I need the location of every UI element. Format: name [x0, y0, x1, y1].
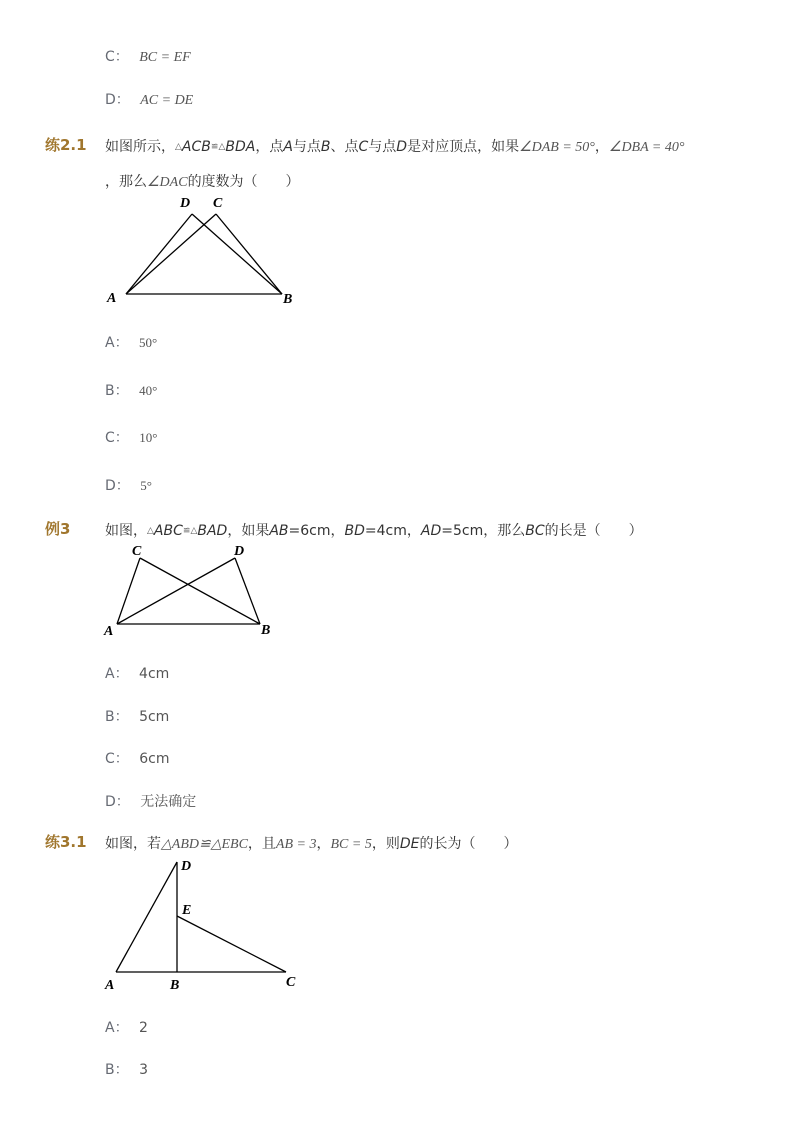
var: AB	[269, 523, 289, 539]
math: ∠DAB = 50°	[519, 140, 595, 155]
option-letter: D：	[105, 794, 130, 810]
question-text-line-1	[105, 520, 643, 540]
text: 、点	[330, 139, 359, 155]
label-d: D	[180, 196, 191, 211]
congruent-symbol: ≌	[182, 526, 191, 536]
label-a: A	[107, 291, 117, 306]
text: 与点	[368, 139, 397, 155]
text: ，那么	[105, 174, 147, 190]
triangle-symbol: △	[147, 526, 154, 536]
question-text-line-1	[105, 833, 517, 853]
question-text-line-2	[105, 171, 300, 191]
math: AB = 3	[275, 837, 317, 852]
option-letter: B：	[105, 709, 129, 725]
label-a: A	[104, 624, 114, 639]
option-b[interactable]	[105, 706, 169, 726]
option-b[interactable]	[105, 1059, 148, 1079]
option-letter: C：	[105, 430, 129, 446]
option-b[interactable]	[105, 380, 157, 400]
var: ABC	[153, 523, 183, 539]
segment-cb	[216, 214, 282, 294]
congruent-symbol: ≌	[210, 142, 219, 152]
label-a: A	[105, 978, 115, 993]
label-e: E	[182, 903, 192, 918]
question-text-line-1	[105, 136, 684, 156]
option-c[interactable]	[105, 427, 157, 447]
label-b: B	[283, 292, 293, 307]
text: 如图，	[105, 523, 147, 539]
text: 的长为（ ）	[419, 836, 518, 852]
option-d[interactable]	[105, 475, 152, 495]
option-text: AC = DE	[140, 93, 194, 108]
label-c: C	[286, 975, 296, 990]
option-text: 4cm	[139, 666, 170, 682]
math: ∠DBA = 40°	[608, 140, 685, 155]
text: 如图，若	[105, 836, 161, 852]
var: D	[396, 139, 408, 155]
text: ，则	[371, 836, 400, 852]
math: △ABD≌△EBC	[161, 837, 248, 852]
segment-db	[235, 558, 260, 624]
option-text: 40°	[139, 383, 158, 398]
figure-3	[100, 540, 290, 645]
label-d: D	[181, 859, 192, 874]
var: AD	[420, 523, 442, 539]
var: C	[358, 139, 369, 155]
text: 是对应顶点，如果	[407, 139, 520, 155]
option-text: 2	[139, 1020, 148, 1036]
segment-ad	[126, 214, 192, 294]
label-b: B	[261, 623, 271, 638]
math: BC = 5	[330, 837, 372, 852]
var: B	[320, 139, 331, 155]
option-a[interactable]	[105, 1017, 148, 1037]
var: BDA	[225, 139, 256, 155]
question-label-2-1: 练2.1	[45, 136, 87, 154]
option-text: 无法确定	[140, 794, 197, 810]
segment-ac	[117, 558, 140, 624]
option-text: BC = EF	[139, 50, 191, 65]
text: ，点	[255, 139, 284, 155]
text: 的长是（ ）	[544, 523, 643, 539]
option-text: 5cm	[139, 709, 170, 725]
figure-3-1	[100, 852, 310, 997]
segment-ad	[117, 558, 235, 624]
option-letter: D：	[105, 478, 130, 494]
segment-cb	[140, 558, 260, 624]
option-letter: A：	[105, 335, 129, 351]
segment-ad	[116, 862, 177, 972]
text: =6cm，	[288, 523, 345, 539]
text: 如图所示，	[105, 139, 175, 155]
var: BC	[525, 523, 545, 539]
text: ，	[594, 139, 609, 155]
text: 的度数为（ ）	[187, 174, 300, 190]
label-b: B	[170, 978, 180, 993]
triangle-symbol: △	[175, 142, 182, 152]
figure-2-1	[100, 190, 310, 310]
option-letter: D：	[105, 92, 130, 108]
question-label-3: 例3	[45, 520, 71, 538]
text: ，如果	[227, 523, 270, 539]
text: ，	[316, 836, 331, 852]
option-a[interactable]	[105, 663, 169, 683]
option-letter: C：	[105, 751, 129, 767]
text: 与点	[292, 139, 321, 155]
option-text: 6cm	[139, 751, 170, 767]
option-letter: C：	[105, 49, 129, 65]
prev-option-c[interactable]	[105, 46, 191, 66]
var: BD	[344, 523, 365, 539]
option-c[interactable]	[105, 748, 169, 768]
option-letter: A：	[105, 1020, 129, 1036]
math: ∠DAC	[147, 175, 188, 190]
segment-ec	[177, 916, 286, 972]
segment-ac	[126, 214, 216, 294]
option-text: 3	[139, 1062, 148, 1078]
option-text: 5°	[140, 478, 152, 493]
label-c: C	[132, 544, 142, 559]
option-letter: B：	[105, 1062, 129, 1078]
var: BAD	[197, 523, 228, 539]
option-text: 50°	[139, 335, 158, 350]
text: =5cm，那么	[441, 523, 526, 539]
text: =4cm，	[364, 523, 421, 539]
label-d: D	[234, 544, 245, 559]
option-d[interactable]	[105, 791, 196, 811]
prev-option-d[interactable]	[105, 89, 193, 109]
option-letter: A：	[105, 666, 129, 682]
text: ，且	[247, 836, 276, 852]
option-letter: B：	[105, 383, 129, 399]
var: A	[283, 139, 293, 155]
var: DE	[399, 836, 420, 852]
segment-db	[192, 214, 282, 294]
triangle-symbol: △	[190, 526, 198, 536]
var: ACB	[181, 139, 211, 155]
option-a[interactable]	[105, 332, 157, 352]
triangle-symbol: △	[218, 142, 226, 152]
label-c: C	[213, 196, 223, 211]
question-label-3-1: 练3.1	[45, 833, 87, 851]
option-text: 10°	[139, 430, 158, 445]
